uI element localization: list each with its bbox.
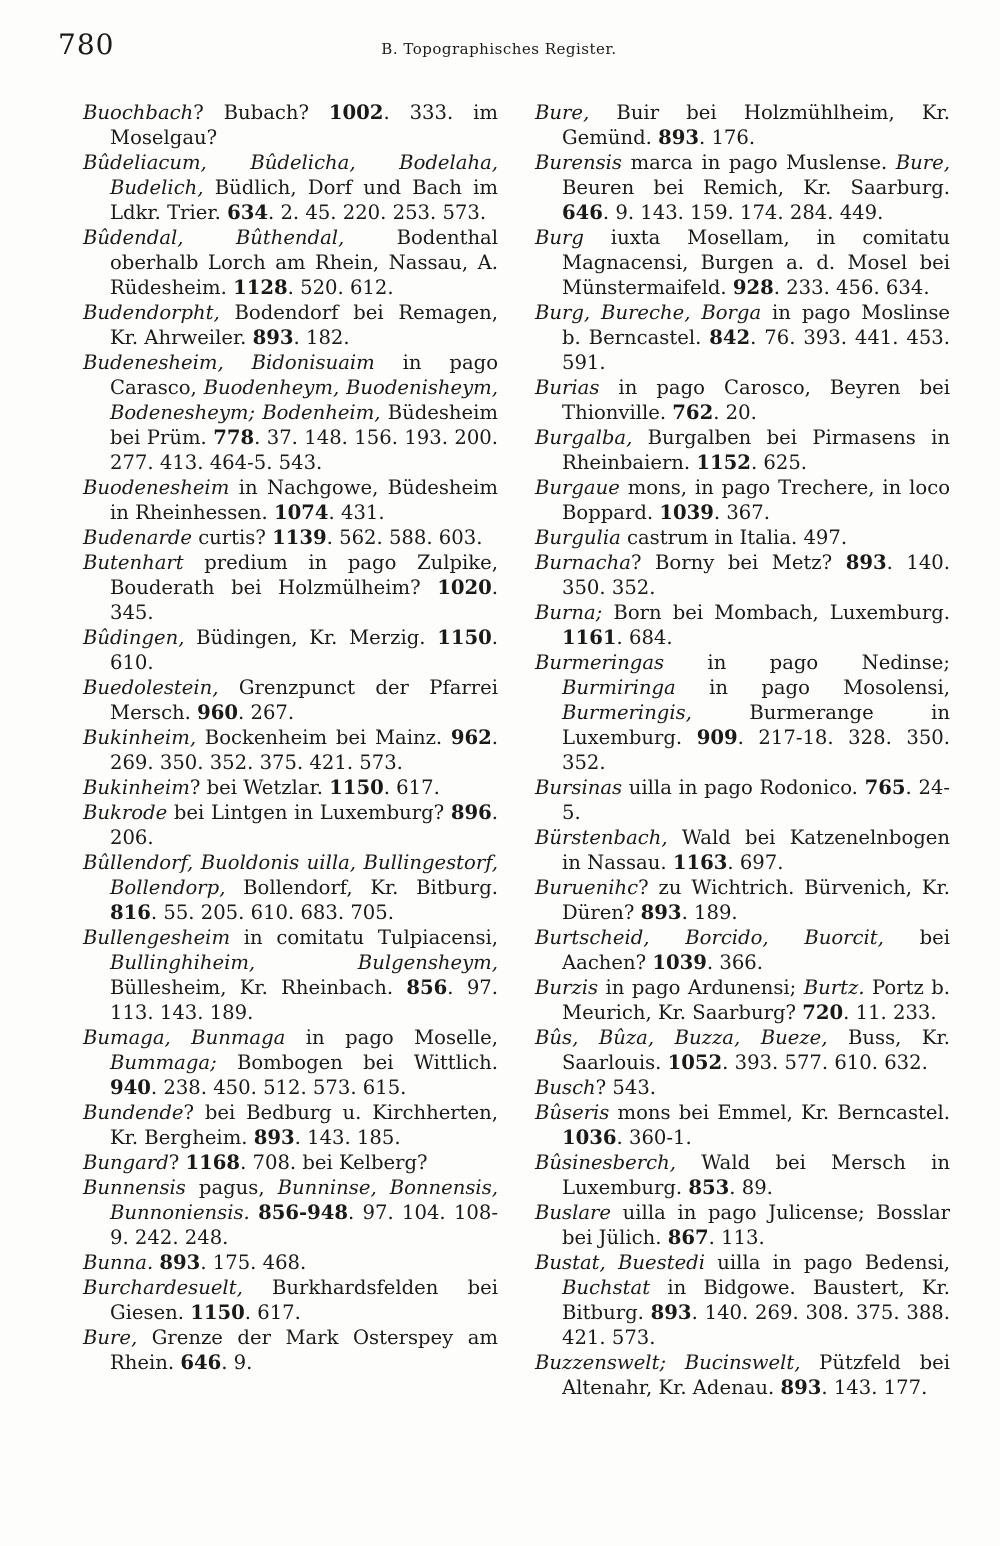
register-entry bbox=[83, 1275, 498, 1325]
place-name: Bukrode bbox=[83, 801, 168, 824]
place-name: Bummaga; bbox=[110, 1051, 217, 1074]
right-column bbox=[535, 100, 950, 1400]
document-ref: 893 bbox=[253, 1126, 295, 1149]
place-name: Bullengesheim bbox=[83, 926, 231, 949]
entry-text: mons, in pago Trechere, in loco Boppard. bbox=[562, 476, 950, 524]
document-ref: 928 bbox=[732, 276, 774, 299]
document-ref: 762 bbox=[672, 401, 714, 424]
entry-text: Büdingen, Kr. Merzig. bbox=[184, 626, 438, 649]
entry-text: . 625. bbox=[750, 451, 808, 474]
entry-text: uilla in pago Bedensi, bbox=[704, 1251, 950, 1274]
entry-text: in pago Carasco, bbox=[110, 351, 498, 399]
document-ref: 853 bbox=[688, 1176, 730, 1199]
register-entry bbox=[83, 775, 498, 800]
place-name: Bursinas bbox=[535, 776, 623, 799]
document-ref: 893 bbox=[658, 126, 699, 149]
entry-text: . 393. 577. 610. 632. bbox=[722, 1051, 928, 1074]
entry-text: Burkhardsfelden bei Giesen. bbox=[110, 1276, 498, 1324]
entry-text: Beuren bei Remich, Kr. Saarburg. bbox=[562, 176, 950, 199]
entry-text: . 267. bbox=[238, 701, 295, 724]
place-name: Bure, bbox=[83, 1326, 138, 1349]
entry-text: . 189. bbox=[681, 901, 738, 924]
document-ref: 1020 bbox=[437, 576, 492, 599]
entry-text: . 617. bbox=[244, 1301, 301, 1324]
place-name: Budendorpht, bbox=[83, 301, 220, 324]
place-name: Burnacha bbox=[535, 551, 631, 574]
entry-text bbox=[250, 1201, 258, 1224]
register-entry bbox=[83, 300, 498, 350]
register-entry bbox=[83, 850, 498, 925]
entry-text: Pützfeld bei Altenahr, Kr. Adenau. bbox=[562, 1351, 950, 1399]
place-name: Bullinghiheim, Bulgensheym, bbox=[110, 951, 498, 974]
entry-text: predium in pago Zulpike, Bouderath bei Holzmülheim? bbox=[110, 551, 498, 599]
entry-text: Büllesheim, Kr. Rheinbach. bbox=[110, 976, 407, 999]
entry-text: . 617. bbox=[383, 776, 440, 799]
page-number: 780 bbox=[58, 28, 115, 61]
entry-text: Bockenheim bei Mainz. bbox=[196, 726, 451, 749]
document-ref: 893 bbox=[845, 551, 887, 574]
entry-text: in comitatu Tulpiacensi, bbox=[230, 926, 498, 949]
document-ref: 816 bbox=[110, 901, 151, 924]
place-name: Bure, bbox=[895, 151, 950, 174]
register-entry bbox=[535, 475, 950, 525]
register-entry bbox=[83, 1175, 498, 1250]
document-ref: 1150 bbox=[329, 776, 384, 799]
entry-text: Born bei Mombach, Luxemburg. bbox=[602, 601, 950, 624]
entry-text: . 140. 350. 352. bbox=[562, 551, 950, 599]
register-entry bbox=[83, 725, 498, 775]
place-name: Burensis bbox=[535, 151, 622, 174]
entry-text: curtis? bbox=[191, 526, 273, 549]
document-ref: 960 bbox=[197, 701, 239, 724]
entry-text: in Nachgowe, Büdesheim in Rheinhessen. bbox=[110, 476, 498, 524]
document-ref: 1039 bbox=[652, 951, 707, 974]
entry-text: . 333. im Moselgau? bbox=[110, 101, 498, 149]
entry-text: in pago Mosolensi, bbox=[675, 676, 950, 699]
register-entry bbox=[535, 150, 950, 225]
register-entry bbox=[535, 1250, 950, 1350]
register-entry bbox=[83, 1325, 498, 1375]
entry-text: bei Aachen? bbox=[562, 926, 950, 974]
entry-text: . 143. 177. bbox=[821, 1376, 928, 1399]
document-ref: 1139 bbox=[272, 526, 327, 549]
place-name: Bukinheim bbox=[83, 776, 190, 799]
place-name: Buruenihc bbox=[535, 876, 639, 899]
entry-text: . 55. 205. 610. 683. 705. bbox=[150, 901, 394, 924]
document-ref: 1052 bbox=[667, 1051, 723, 1074]
register-entry bbox=[535, 975, 950, 1025]
entry-text: Grenze der Mark Osterspey am Rhein. bbox=[110, 1326, 498, 1374]
register-entry bbox=[535, 1075, 950, 1100]
document-ref: 634 bbox=[227, 201, 268, 224]
document-ref: 893 bbox=[780, 1376, 822, 1399]
register-entry bbox=[535, 100, 950, 150]
register-entry bbox=[83, 1025, 498, 1100]
register-entry bbox=[535, 875, 950, 925]
register-entry bbox=[535, 225, 950, 300]
document-ref: 1163 bbox=[672, 851, 728, 874]
place-name: Bûs, Bûza, Buzza, Bueze, bbox=[535, 1026, 828, 1049]
left-column bbox=[83, 100, 498, 1375]
register-entry bbox=[83, 800, 498, 850]
entry-text: Wald bei Mersch in Luxemburg. bbox=[562, 1151, 950, 1199]
place-name: Buedolestein, bbox=[83, 676, 219, 699]
entry-text: Burgalben bei Pirmasens in Rheinbaiern. bbox=[562, 426, 950, 474]
document-ref: 1150 bbox=[190, 1301, 245, 1324]
entry-text: ? Borny bei Metz? bbox=[630, 551, 846, 574]
register-entry bbox=[535, 1150, 950, 1200]
document-ref: 893 bbox=[252, 326, 294, 349]
entry-text: bei Lintgen in Luxemburg? bbox=[167, 801, 451, 824]
entry-text: in pago Nedinse; bbox=[664, 651, 950, 674]
document-ref: 893 bbox=[640, 901, 682, 924]
place-name: Bûdingen, bbox=[83, 626, 185, 649]
document-ref: 1168 bbox=[185, 1151, 241, 1174]
document-ref: 909 bbox=[696, 726, 738, 749]
entry-text: Bombogen bei Wittlich. bbox=[216, 1051, 498, 1074]
entry-text: . 24-5. bbox=[562, 776, 950, 824]
place-name: Bunnensis bbox=[83, 1176, 186, 1199]
document-ref: 646 bbox=[180, 1351, 222, 1374]
entry-text: in pago Carosco, Beyren bei Thionville. bbox=[562, 376, 950, 424]
register-entry bbox=[83, 1100, 498, 1150]
document-ref: 1074 bbox=[273, 501, 329, 524]
entry-text: . 269. 350. 352. 375. 421. 573. bbox=[110, 726, 498, 774]
register-entry bbox=[535, 650, 950, 775]
place-name: Bûdendal, Bûthendal, bbox=[83, 226, 345, 249]
entry-text: Bollendorf, Kr. Bitburg. bbox=[225, 876, 498, 899]
entry-text: iuxta Mosellam, in comitatu Magnacensi, Burgen a. d. Mosel bei Münstermaifeld. bbox=[562, 226, 950, 299]
register-entry bbox=[535, 375, 950, 425]
document-ref: 1128 bbox=[233, 276, 288, 299]
place-name: Bûdeliacum, Bûdelicha, Bodelaha, Budelich, bbox=[83, 151, 498, 199]
entry-text: . 367. bbox=[713, 501, 770, 524]
document-ref: 893 bbox=[650, 1301, 692, 1324]
document-ref: 778 bbox=[213, 426, 255, 449]
register-entry bbox=[535, 1350, 950, 1400]
place-name: Bustat, Buestedi bbox=[535, 1251, 705, 1274]
entry-text: . 97. 113. 143. 189. bbox=[110, 976, 498, 1024]
entry-text: in pago Moselle, bbox=[285, 1026, 498, 1049]
register-entry bbox=[535, 600, 950, 650]
entry-text: . 562. 588. 603. bbox=[326, 526, 483, 549]
document-ref: 1152 bbox=[696, 451, 751, 474]
register-entry bbox=[535, 1200, 950, 1250]
place-name: Burgaue bbox=[535, 476, 620, 499]
entry-text: Wald bei Katzenelnbogen in Nassau. bbox=[562, 826, 950, 874]
entry-text: . 143. 185. bbox=[294, 1126, 401, 1149]
place-name: Bûllendorf, Buoldonis uilla, Bullingestorf, Bollendorp, bbox=[83, 851, 498, 899]
document-ref: 1036 bbox=[562, 1126, 617, 1149]
place-name: Burtscheid, Borcido, Buorcit, bbox=[535, 926, 884, 949]
entry-text: . 9. bbox=[221, 1351, 253, 1374]
entry-text: uilla in pago Rodonico. bbox=[622, 776, 865, 799]
entry-text: Burmerange in Luxemburg. bbox=[562, 701, 950, 749]
entry-text: ? bei Bedburg u. Kirchherten, Kr. Bergheim. bbox=[110, 1101, 498, 1149]
register-entry bbox=[535, 925, 950, 975]
register-entry bbox=[83, 350, 498, 475]
register-entry bbox=[83, 475, 498, 525]
entry-text: Büdlich, Dorf und Bach im Ldkr. Trier. bbox=[110, 176, 498, 224]
entry-text: Portz b. Meurich, Kr. Saarburg? bbox=[562, 976, 950, 1024]
place-name: Burias bbox=[535, 376, 600, 399]
document-ref: 867 bbox=[667, 1226, 709, 1249]
place-name: Bunna. bbox=[83, 1251, 154, 1274]
place-name: Burg, Bureche, Borga bbox=[535, 301, 762, 324]
entry-text: . 97. 104. 108-9. 242. 248. bbox=[110, 1201, 498, 1249]
place-name: Bunninse, Bonnensis, Bunnoniensis. bbox=[110, 1176, 498, 1224]
entry-text: ? bei Wetzlar. bbox=[189, 776, 330, 799]
place-name: Burgulia bbox=[535, 526, 621, 549]
entry-text: ? 543. bbox=[595, 1076, 657, 1099]
register-entry bbox=[83, 150, 498, 225]
place-name: Buzzenswelt; Bucinswelt, bbox=[535, 1351, 801, 1374]
entry-text: . 708. bei Kelberg? bbox=[240, 1151, 428, 1174]
entry-text: . 37. 148. 156. 193. 200. 277. 413. 464-5. 543. bbox=[110, 426, 498, 474]
entry-text: . 684. bbox=[616, 626, 673, 649]
register-entry bbox=[83, 100, 498, 150]
entry-text: in Bidgowe. Baustert, Kr. Bitburg. bbox=[562, 1276, 950, 1324]
entry-text: in pago Ardunensi; bbox=[598, 976, 804, 999]
entry-text: . 113. bbox=[708, 1226, 765, 1249]
entry-text: . 9. 143. 159. 174. 284. 449. bbox=[602, 201, 884, 224]
place-name: Buodenesheim bbox=[83, 476, 230, 499]
entry-text: Büdesheim bei Prüm. bbox=[110, 401, 498, 449]
place-name: Burmeringas bbox=[535, 651, 665, 674]
entry-text: uilla in pago Julicense; Bosslar bei Jülich. bbox=[562, 1201, 950, 1249]
place-name: Bûseris bbox=[535, 1101, 610, 1124]
document-ref: 962 bbox=[450, 726, 492, 749]
register-entry bbox=[83, 225, 498, 300]
entry-text: . 345. bbox=[110, 576, 498, 624]
entry-text: Bodenthal oberhalb Lorch am Rhein, Nassau, A. Rüdesheim. bbox=[110, 226, 499, 299]
register-entry bbox=[83, 625, 498, 675]
register-entry bbox=[535, 1100, 950, 1150]
entry-text: . 182. bbox=[293, 326, 350, 349]
register-entry bbox=[83, 925, 498, 1025]
register-entry bbox=[83, 525, 498, 550]
place-name: Buodenheym, Buodenisheym, Bodenesheym; Bodenheim, bbox=[110, 376, 498, 424]
place-name: Bûsinesberch, bbox=[535, 1151, 676, 1174]
entry-text: in pago Moslinse b. Berncastel. bbox=[562, 301, 950, 349]
place-name: Burgalba, bbox=[535, 426, 633, 449]
entry-text: . 233. 456. 634. bbox=[773, 276, 930, 299]
entry-text: ? Bubach? bbox=[193, 101, 329, 124]
document-ref: 896 bbox=[450, 801, 492, 824]
document-ref: 1161 bbox=[562, 626, 617, 649]
place-name: Burmeringis, bbox=[562, 701, 692, 724]
document-ref: 1150 bbox=[437, 626, 492, 649]
entry-text: . 206. bbox=[110, 801, 498, 849]
place-name: Burzis bbox=[535, 976, 599, 999]
register-entry bbox=[535, 300, 950, 375]
place-name: Buochbach bbox=[83, 101, 194, 124]
document-ref: 1002 bbox=[328, 101, 384, 124]
entry-text: . 11. 233. bbox=[843, 1001, 937, 1024]
place-name: Burtz. bbox=[803, 976, 865, 999]
register-entry bbox=[83, 1250, 498, 1275]
document-ref: 646 bbox=[562, 201, 603, 224]
place-name: Burchardesuelt, bbox=[83, 1276, 243, 1299]
register-entry bbox=[83, 1150, 498, 1175]
page-header bbox=[58, 28, 940, 68]
place-name: Bundende bbox=[83, 1101, 184, 1124]
entry-text: . 176. bbox=[698, 126, 756, 149]
entry-text: marca in pago Muslense. bbox=[621, 151, 896, 174]
entry-text: . 89. bbox=[729, 1176, 773, 1199]
entry-text: Buir bei Holzmühlheim, Kr. Gemünd. bbox=[562, 101, 950, 149]
entry-text: . 217-18. 328. 350. 352. bbox=[562, 726, 950, 774]
register-entry bbox=[535, 1025, 950, 1075]
place-name: Bukinheim, bbox=[83, 726, 197, 749]
register-entry bbox=[83, 550, 498, 625]
document-ref: 856 bbox=[406, 976, 448, 999]
entry-text: mons bei Emmel, Kr. Berncastel. bbox=[609, 1101, 950, 1124]
entry-text: . 610. bbox=[110, 626, 498, 674]
register-entry bbox=[535, 825, 950, 875]
entry-text: Grenzpunct der Pfarrei Mersch. bbox=[110, 676, 498, 724]
place-name: Burmiringa bbox=[562, 676, 676, 699]
entry-text: . 76. 393. 441. 453. 591. bbox=[562, 326, 950, 374]
document-ref: 842 bbox=[709, 326, 751, 349]
entry-text: . 360-1. bbox=[616, 1126, 692, 1149]
register-entry bbox=[535, 775, 950, 825]
document-ref: 720 bbox=[802, 1001, 844, 1024]
place-name: Bungard bbox=[83, 1151, 169, 1174]
entry-text: pagus, bbox=[185, 1176, 278, 1199]
entry-text: castrum in Italia. 497. bbox=[620, 526, 848, 549]
place-name: Busch bbox=[535, 1076, 596, 1099]
document-ref: 940 bbox=[110, 1076, 151, 1099]
entry-text: Buss, Kr. Saarlouis. bbox=[562, 1026, 950, 1074]
entry-text: . 2. 45. 220. 253. 573. bbox=[267, 201, 487, 224]
running-title: B. Topographisches Register. bbox=[381, 40, 617, 58]
entry-text: . 431. bbox=[328, 501, 385, 524]
entry-text: . 20. bbox=[713, 401, 757, 424]
entry-text: . 366. bbox=[706, 951, 764, 974]
place-name: Budenesheim, Bidonisuaim bbox=[83, 351, 375, 374]
place-name: Budenarde bbox=[83, 526, 192, 549]
register-entry bbox=[83, 675, 498, 725]
entry-text: . 520. 612. bbox=[287, 276, 394, 299]
place-name: Buslare bbox=[535, 1201, 611, 1224]
place-name: Buchstat bbox=[562, 1276, 651, 1299]
register-entry bbox=[535, 550, 950, 600]
place-name: Bumaga, Bunmaga bbox=[83, 1026, 286, 1049]
document-ref: 765 bbox=[864, 776, 906, 799]
entry-text: . 175. 468. bbox=[200, 1251, 307, 1274]
place-name: Burna; bbox=[535, 601, 603, 624]
entry-text: . 140. 269. 308. 375. 388. 421. 573. bbox=[562, 1301, 950, 1349]
register-entry bbox=[535, 425, 950, 475]
place-name: Burg bbox=[535, 226, 584, 249]
document-ref: 856-948 bbox=[258, 1201, 349, 1224]
entry-text: . 238. 450. 512. 573. 615. bbox=[150, 1076, 407, 1099]
entry-text: ? bbox=[168, 1151, 186, 1174]
place-name: Bure, bbox=[535, 101, 590, 124]
register-entry bbox=[535, 525, 950, 550]
entry-text: Bodendorf bei Remagen, Kr. Ahrweiler. bbox=[110, 301, 498, 349]
document-ref: 893 bbox=[159, 1251, 201, 1274]
place-name: Butenhart bbox=[83, 551, 184, 574]
document-ref: 1039 bbox=[659, 501, 714, 524]
entry-text: ? zu Wichtrich. Bürvenich, Kr. Düren? bbox=[562, 876, 950, 924]
place-name: Bürstenbach, bbox=[535, 826, 668, 849]
entry-text: . 697. bbox=[727, 851, 784, 874]
